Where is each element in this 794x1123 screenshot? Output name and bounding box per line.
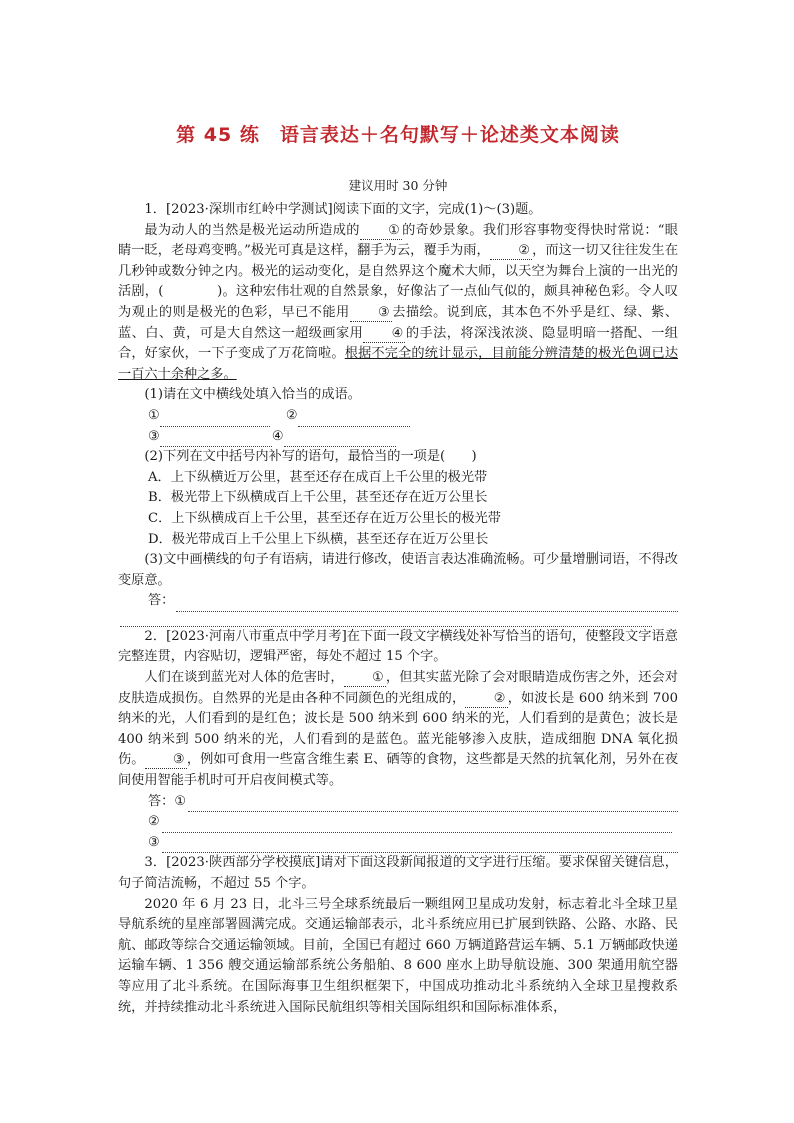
answer-label: 答： [148,793,175,809]
q3-heading: 3．[2023·陕西部分学校摸底]请对下面这段新闻报道的文字进行压缩。要求保留关键信息，句子简洁流畅，不超过 55 个字。 [118,855,678,891]
fill-line-3[interactable] [160,432,272,447]
fill-label-1: ① [148,407,160,423]
q1-blank-2: ② [490,243,532,260]
answer-field-3[interactable] [162,838,678,853]
q1-underlined-sentence: 根据不完全的统计显示，目前能分辨清楚的极光色调已达一百六十余种之多。 [118,346,679,382]
option-b: B．极光带上下纵横成百上千公里，甚至还存在近万公里长 [148,490,488,506]
option-d: D．极光带成百上千公里上下纵横，甚至还存在近万公里长 [148,531,489,547]
time-suggestion: 建议用时 30 分钟 [348,178,448,193]
q1-blank-1: ① [360,223,402,240]
option-c: C．上下纵横成百上千公里，甚至还存在近万公里长的极光带 [148,510,501,526]
answer-mark-3: ③ [148,834,160,850]
q1-sub3-prompt: (3)文中画横线的句子有语病，请进行修改，使语言表达准确流畅。可少量增删词语，不得改变原意。 [118,552,678,588]
answer-field-2[interactable] [162,818,672,833]
q1-sub2-prompt: (2)下列在文中括号内补写的语句，最恰当的一项是( ) [144,449,477,465]
q3-passage: 2020 年 6 月 23 日，北斗三号全球系统最后一颗组网卫星成功发射，标志着北斗全球卫星导航系统的星座部署圆满完成。交通运输部表示，北斗系统应用已扩展到铁路、公路、水路、民航、邮政等综合交通运输领域。目前，全国已有超过 660 万辆道路营运车辆、5.1 万辆邮政快递运输车辆、1 356 艘交通运输部系统公务船舶、8 600 座水上助导航设施、300 架通用航空器等应用了北斗系统。在国际海事卫生组织框架下，中国成功推动北斗系统纳入全球卫星搜救系统，并持续推动北斗系统进入国际民航组织等相关国际组织和国际标准体系， [118,896,678,1015]
q1-sub1-prompt: (1)请在文中横线处填入恰当的成语。 [144,387,361,403]
q1-passage: 最为动人的当然是极光运动所造成的 ① 的奇妙景象。我们形容事物变得快时常说：“眼睛一眨，老母鸡变鸭。”极光可真是这样，翻手为云，覆手为雨， ② ，而这一切又往往发生在几秒钟或数分钟之内。极光的运动变化，是自然界这个魔术大师，以天空为舞台上演的一出光的活剧，( )。这种宏伟壮观的自然景象，好像沾了一点仙气似的，颇具神秘色彩。令人叹为观止的则是极光的色彩，早已不能用 ③ 去描绘。说到底，其本色不外乎是红、绿、紫、蓝、白、黄，可是大自然这一超级画家用 ④ 的手法，将深浅浓淡、隐显明暗一搭配、一组合，好家伙，一下子变成了万花筒啦。根据不完全的统计显示，目前能分辨清楚的极光色调已达一百六十余种之多。 [118,222,679,382]
q1-fill-row-1 [118,406,678,427]
q2-blank-2: ② [465,691,507,708]
q2-heading: 2．[2023·河南八市重点中学月考]在下面一段文字横线处补写恰当的语句，使整段文字语意完整连贯，内容贴切，逻辑严密，每处不超过 15 个字。 [118,628,678,665]
option-a: A．上下纵横近万公里，甚至还存在成百上千公里的极光带 [148,469,488,485]
fill-line-4[interactable] [284,432,396,447]
q1-heading: 1．[2023·深圳市红岭中学测试]阅读下面的文字，完成(1)～(3)题。 [144,202,542,217]
fill-line-1[interactable] [160,412,270,427]
q2-answer-line-2 [118,812,678,833]
fill-label-3: ③ [148,428,160,444]
answer-mark-2: ② [148,814,160,830]
answer-label: 答： [148,593,175,609]
q2-blank-1: ① [344,670,386,687]
worksheet-page [118,120,678,1018]
answer-field-1[interactable] [188,797,678,812]
q2-answer-line-3 [118,833,678,854]
q1-fill-row-2 [118,427,678,448]
answer-field[interactable] [176,597,678,612]
q1-answer-line-1 [118,591,678,612]
q1-blank-3: ③ [350,305,392,322]
answer-field-continued[interactable] [120,612,652,627]
fill-label-2: ② [285,407,298,423]
q1-answer-line-2 [118,612,678,627]
q1-blank-4: ④ [363,326,405,343]
page-title: 第 45 练 语言表达＋名句默写＋论述类文本阅读 [176,124,620,146]
fill-label-4: ④ [271,428,284,444]
fill-line-2[interactable] [298,412,410,427]
q2-passage: 人们在谈到蓝光对人体的危害时， ① ，但其实蓝光除了会对眼睛造成伤害之外，还会对皮肤造成损伤。自然界的光是由各种不同颜色的光组成的， ② ，如波长是 600 纳米到 700 纳米的光，人们看到的是红色；波长是 500 纳米到 600 纳米的光，人们看到的是黄色；波长是 400 纳米到 500 纳米的光，人们看到的是蓝色。蓝光能够渗入皮肤，造成细胞 DNA 氧化损伤。 ③ ，例如可食用一些富含维生素 E、硒等的食物，这些都是天然的抗氧化剂，另外在夜间使用智能手机时可开启夜间模式等。 [118,670,679,789]
q2-answer-line-1 [118,792,678,813]
answer-mark-1: ① [174,793,187,809]
q2-blank-3: ③ [145,752,187,769]
